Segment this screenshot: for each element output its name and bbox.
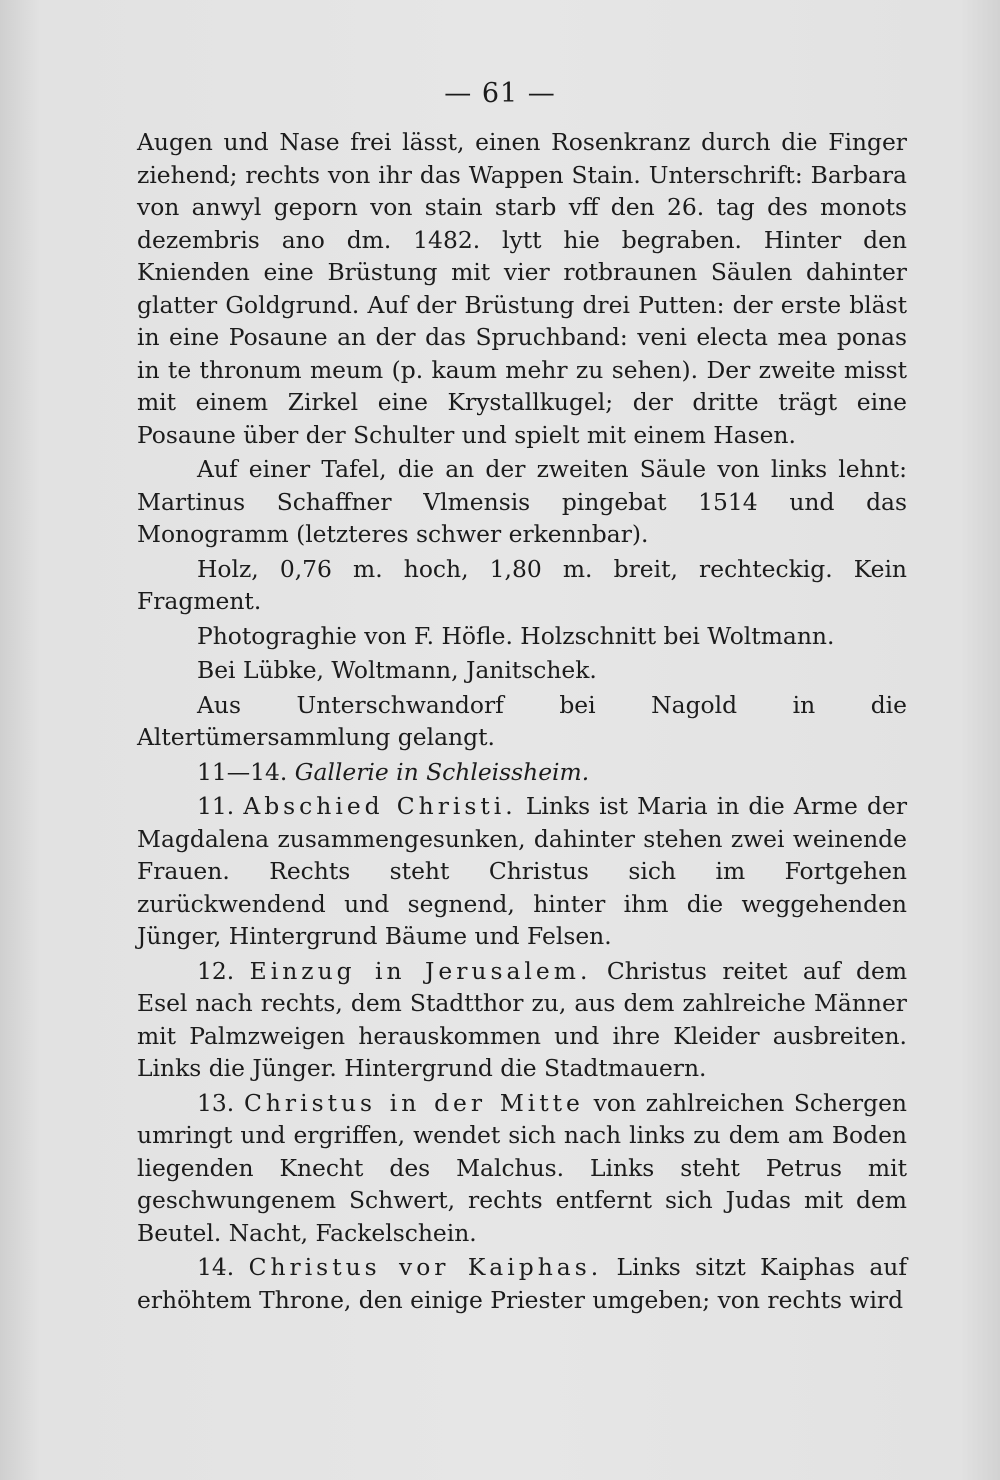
paragraph-3: Holz, 0,76 m. hoch, 1,80 m. breit, rechteckig. Kein Fragment. xyxy=(137,554,907,615)
section-number: 11—14. xyxy=(197,757,288,786)
entry-14-text: Links sitzt Kaiphas auf erhöhtem Throne, den einige Priester umgeben; von rechts wird xyxy=(137,1253,908,1314)
entry-13-title: Christus in der Mitte xyxy=(243,1088,584,1117)
entry-13-number: 13. xyxy=(197,1088,235,1117)
paragraph-1: Augen und Nase frei lässt, einen Rosenkranz durch die Finger ziehend; rechts von ihr das Wappen Stain. Unterschrift: Barbara von anwyl geporn von stain starb vff den 26. tag des monots dezembris ano dm. 1482. lytt hie begraben. Hinter den Knienden eine Brüstung mit vier rotbraunen Säulen dahinter glatter Goldgrund. Auf der Brüstung drei Putten: der erste bläst in eine Posaune an der das Spruchband: veni electa mea ponas in te thronum meum (p. kaum mehr zu sehen). Der zweite misst mit einem Zirkel eine Krystallkugel; der dritte trägt eine Posaune über der Schulter und spielt mit einem Hasen. xyxy=(137,128,907,449)
entry-12-text: Christus reitet auf dem Esel nach rechts, dem Stadtthor zu, aus dem zahlreiche Männer mit Palmzweigen herauskommen und ihre Kleider ausbreiten. Links die Jünger. Hintergrund die Stadtmauern. xyxy=(137,956,907,1082)
entry-14-title: Christus vor Kaiphas. xyxy=(248,1253,603,1281)
paragraph-2: Auf einer Tafel, die an der zweiten Säule von links lehnt: Martinus Schaffner Vlmensis pingebat 1514 und das Monogramm (letzteres schwer erkennbar). xyxy=(137,455,907,548)
entry-12 xyxy=(137,955,907,1085)
page-number: — 61 — xyxy=(444,78,556,109)
entry-11-number: 11. xyxy=(197,792,235,820)
section-heading xyxy=(137,756,907,789)
entry-12-number: 12. xyxy=(197,956,235,985)
paragraph-5: Bei Lübke, Woltmann, Janitschek. xyxy=(197,656,597,684)
entry-14-number: 14. xyxy=(197,1253,235,1281)
paragraph-6: Aus Unterschwandorf bei Nagold in die Altertümersammlung gelangt. xyxy=(137,690,907,751)
entry-13-text: von zahlreichen Schergen umringt und ergriffen, wendet sich nach links zu dem am Boden liegenden Knecht des Malchus. Links steht Petrus mit geschwungenem Schwert, rechts entfernt sich Judas mit dem Beutel. Nacht, Fackelschein. xyxy=(137,1088,907,1247)
paragraph-4: Photograghie von F. Höfle. Holzschnitt bei Woltmann. xyxy=(197,621,835,650)
section-title: Gallerie in Schleissheim. xyxy=(294,757,590,786)
body-text xyxy=(137,126,907,1316)
entry-12-title: Einzug in Jerusalem. xyxy=(249,956,592,985)
entry-13 xyxy=(137,1087,907,1250)
entry-14 xyxy=(137,1251,907,1316)
entry-11-title: Abschied Christi. xyxy=(243,792,517,820)
entry-11-text: Links ist Maria in die Arme der Magdalena zusammengesunken, dahinter stehen zwei weinende Frauen. Rechts steht Christus sich im Fortgehen zurückwendend und segnend, hinter ihm die weggehenden Jünger, Hintergrund Bäume und Felsen. xyxy=(137,792,908,950)
entry-11 xyxy=(137,790,907,953)
